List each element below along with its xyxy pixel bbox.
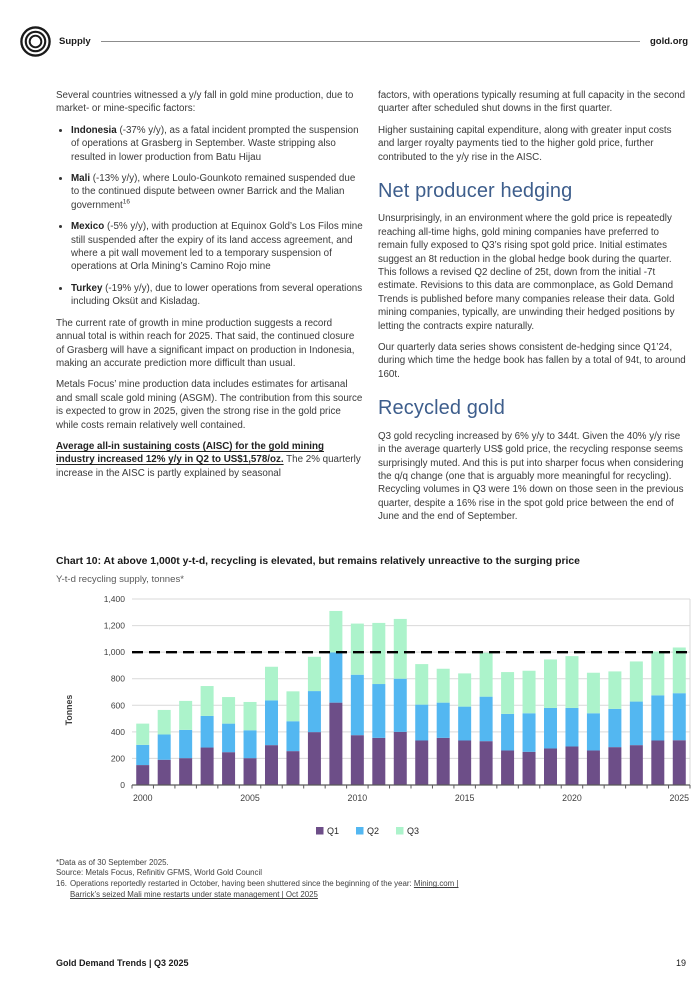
svg-text:2010: 2010 bbox=[347, 792, 368, 803]
chart-10-block bbox=[56, 556, 692, 846]
page-header bbox=[0, 0, 700, 59]
svg-text:2025: 2025 bbox=[669, 792, 690, 803]
chart-title: Chart 10: At above 1,000t y-t-d, recycling is elevated, but remains relatively unreactive to the surging price bbox=[56, 555, 580, 567]
svg-text:1,000: 1,000 bbox=[103, 646, 125, 657]
footer-doc-title: Gold Demand Trends | Q3 2025 bbox=[56, 958, 189, 968]
footnote-number: 16. bbox=[56, 879, 67, 889]
recycling-stacked-bar-chart bbox=[56, 589, 696, 846]
bullet-mexico bbox=[71, 220, 364, 274]
gold-org-link[interactable]: gold.org bbox=[650, 36, 688, 47]
footnote-16 bbox=[56, 879, 466, 901]
country-bullet-list bbox=[56, 124, 364, 309]
svg-text:2020: 2020 bbox=[562, 792, 582, 803]
aisc-rest: The 2% quarterly increase in the AISC is partly explained by seasonal bbox=[56, 454, 361, 479]
svg-text:600: 600 bbox=[110, 699, 125, 710]
heading-recycled-gold: Recycled gold bbox=[378, 397, 505, 420]
page-footer bbox=[56, 958, 686, 968]
paragraph-dehedging: Our quarterly data series shows consistent de-hedging since Q1’24, during which time the hedge book has fallen by a total of 94t, to around 160t. bbox=[378, 342, 686, 380]
paragraph-aisc bbox=[56, 440, 364, 480]
bullet-country: Mali bbox=[71, 173, 91, 185]
paragraph-capex: Higher sustaining capital expenditure, along with greater input costs and larger royalty payments tied to the higher gold price, further contributed to the y/y rise in the AISC. bbox=[378, 124, 672, 163]
paragraph-hedging: Unsurprisingly, in an environment where the gold price is repeatedly reaching all-time highs, gold mining companies have preferred to remain fully exposed to Q3’s rising spot gold price. Initial estimates suggest an 8t reduction in the global hedge book during the quarter. This follows a revised Q2 decline of 25t, down from the initial -7t estimate. Revisions to this data are commonplace, as Gold Demand Trends is published before many companies release their data. Gold mining companies, typically, are unwinding their hedged positions by letting the contracts expire naturally. bbox=[378, 213, 675, 332]
footer-page-number: 19 bbox=[675, 958, 686, 968]
svg-text:Q2: Q2 bbox=[367, 825, 380, 836]
svg-text:1,400: 1,400 bbox=[103, 593, 125, 604]
paragraph-recycling: Q3 gold recycling increased by 6% y/y to 344t. Given the 40% y/y rise in the average quarterly US$ gold price, the recycling response seems surprisingly muted. And this is put into sharper focus when considering the q/q change (one that is arguably more meaningful for recycling). Recycling volumes in Q3 were 1% down on those seen in the previous quarter, despite a 16% rise in the spot gold price between the end of June and the end of September. bbox=[378, 430, 684, 523]
footnote-source: Source: Metals Focus, Refinitiv GFMS, World Gold Council bbox=[56, 868, 262, 878]
footnotes bbox=[56, 858, 466, 902]
chart-subtitle: Y-t-d recycling supply, tonnes* bbox=[56, 573, 184, 585]
bullet-indonesia bbox=[71, 124, 364, 164]
mining-com-link[interactable]: Mining.com | Barrick’s seized Mali mine restarts under state management | Oct 2025 bbox=[70, 879, 459, 900]
bullet-country: Turkey bbox=[71, 282, 103, 294]
paragraph-asgm: Metals Focus’ mine production data includes estimates for artisanal and small scale gold mining (ASGM). The contribution from this source is expected to grow in 2025, given the strong rise in the gold price while costs remain relatively well contained. bbox=[56, 379, 363, 431]
bullet-text: (-13% y/y), where Loulo-Gounkoto remained suspended due to the continued dispute between owner Barrick and the Malian government bbox=[71, 173, 356, 211]
bullet-country: Indonesia bbox=[71, 124, 117, 136]
svg-text:200: 200 bbox=[110, 752, 125, 763]
svg-text:2005: 2005 bbox=[240, 792, 260, 803]
paragraph-mine-production: The current rate of growth in mine production suggests a record annual total is within reach for 2025. That said, the continued closure of Grasberg will have a significant impact on production in Indonesia, making an accurate prediction more difficult than usual. bbox=[56, 317, 355, 369]
world-gold-council-logo-icon bbox=[18, 24, 53, 59]
bullet-turkey bbox=[71, 282, 364, 309]
bullet-text: (-5% y/y), with production at Equinox Gold’s Los Filos mine still suspended after the expiry of its land access agreement, and where a pit wall movement led to a temporary suspension of operations at Orla Mining’s Camino Rojo mine bbox=[71, 221, 363, 273]
bullet-text: (-19% y/y), due to lower operations from several operations including Oksüt and Kisladag. bbox=[71, 282, 363, 308]
right-column bbox=[378, 89, 686, 532]
svg-text:800: 800 bbox=[110, 673, 125, 684]
heading-net-producer-hedging: Net producer hedging bbox=[378, 180, 573, 203]
footnote-data-asof: *Data as of 30 September 2025. bbox=[56, 857, 169, 867]
aisc-highlight: Average all-in sustaining costs (AISC) for the gold mining industry increased 12% y/y in Q2 to US$1,578/oz. bbox=[56, 440, 324, 466]
body-columns bbox=[56, 89, 688, 532]
bullet-text: (-37% y/y), as a fatal incident prompted the suspension of operations at Grasberg in September. Waste stripping also resulted in lower production from Batu Hijau bbox=[71, 124, 359, 163]
paragraph-seasonal-factors: factors, with operations typically resuming at full capacity in the second quarter after scheduled shut downs in the first quarter. bbox=[378, 90, 686, 115]
svg-text:0: 0 bbox=[120, 779, 125, 790]
svg-text:Q1: Q1 bbox=[327, 825, 340, 836]
bullet-mali bbox=[71, 172, 364, 212]
svg-text:1,200: 1,200 bbox=[103, 620, 125, 631]
svg-text:Tonnes: Tonnes bbox=[64, 694, 74, 725]
svg-text:2015: 2015 bbox=[454, 792, 475, 803]
header-rule bbox=[101, 41, 640, 42]
left-column bbox=[56, 89, 364, 532]
svg-text:Q3: Q3 bbox=[407, 825, 420, 836]
footnote-reference-16: 16 bbox=[122, 198, 130, 206]
svg-text:400: 400 bbox=[110, 726, 125, 737]
footnote-body bbox=[70, 879, 466, 901]
svg-text:2000: 2000 bbox=[132, 792, 153, 803]
bullet-country: Mexico bbox=[71, 221, 105, 233]
footnote-text: Operations reportedly restarted in October, having been shuttered since the beginning of the year: bbox=[70, 879, 414, 889]
section-label: Supply bbox=[59, 36, 91, 47]
intro-paragraph: Several countries witnessed a y/y fall in gold mine production, due to market- or mine-specific factors: bbox=[56, 90, 354, 115]
